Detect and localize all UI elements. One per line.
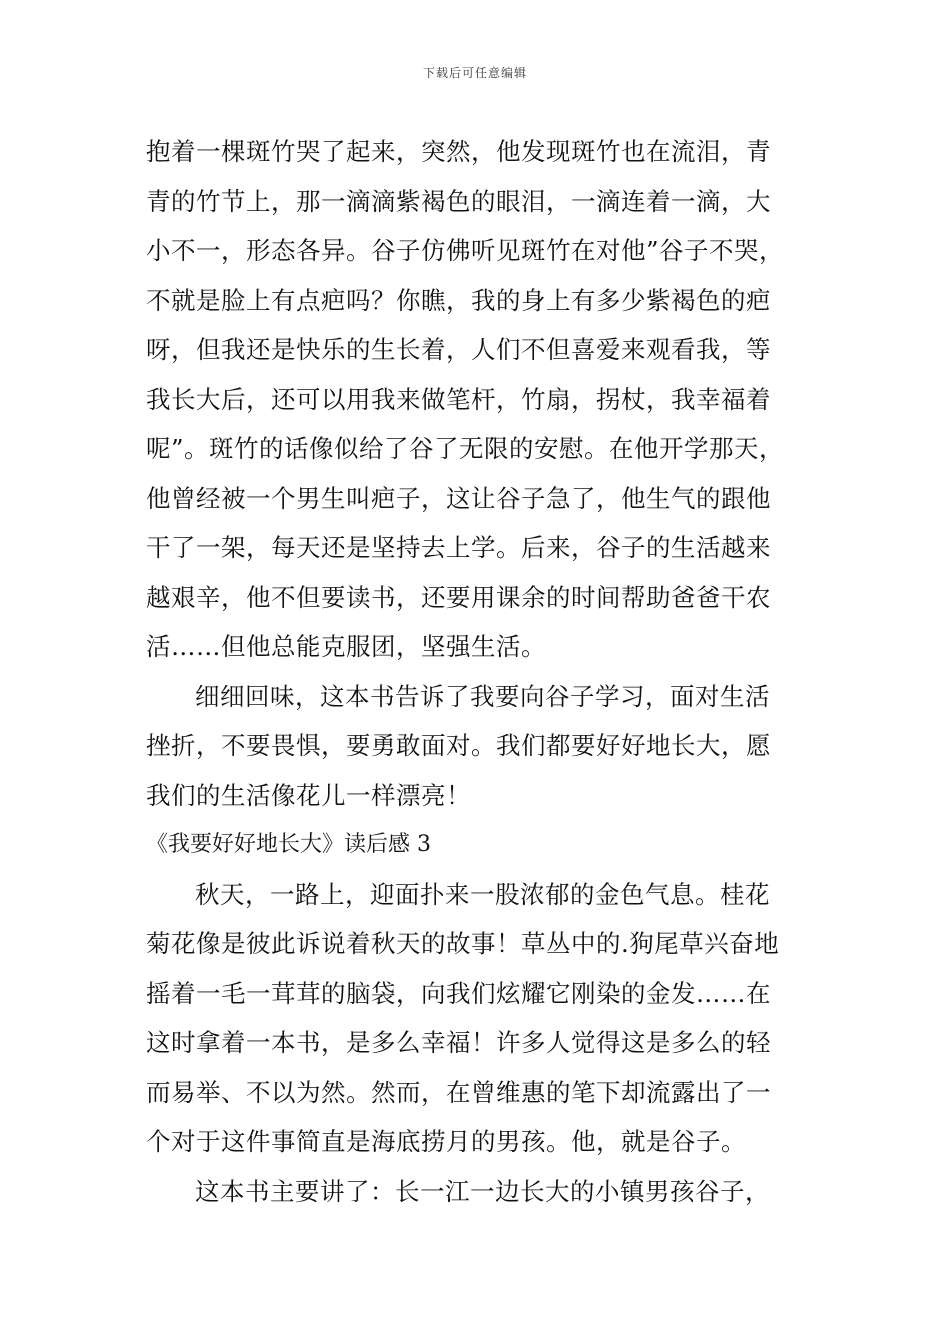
text-line: 青的竹节上，那一滴滴紫褐色的眼泪，一滴连着一滴，大 [146,186,771,216]
text-line: 这时拿着一本书，是多么幸福！许多人觉得这是多么的轻 [146,1028,771,1057]
section-title: 《我要好好地长大》读后感 3 [146,832,431,857]
text-line: 秋天，一路上，迎面扑来一股浓郁的金色气息。桂花 [195,879,770,909]
page-header-note: 下载后可任意编辑 [422,66,527,80]
text-line: 这本书主要讲了：长一江一边长大的小镇男孩谷子， [195,1176,770,1206]
paragraph-summary [146,1167,826,1217]
text-line: 而易举、不以为然。然而，在曾维惠的笔下却流露出了一 [146,1077,771,1107]
text-line: 我们的生活像花儿一样漂亮！ [146,780,471,810]
text-line: 小不一，形态各异。谷子仿佛听见斑竹在对他”谷子不哭， [146,236,785,265]
text-line: 干了一架，每天还是坚持去上学。后来，谷子的生活越来 [146,533,771,562]
text-line: 越艰辛，他不但要读书，还要用课余的时间帮助爸爸干农 [146,582,771,612]
text-line: 细细回味，这本书告诉了我要向谷子学习，面对生活 [195,681,770,711]
paragraph-autumn [146,870,826,1167]
text-line: 我长大后，还可以用我来做笔杆，竹扇，拐杖，我幸福着 [146,384,771,414]
text-line: 他曾经被一个男生叫疤子，这让谷子急了，他生气的跟他 [146,483,771,513]
text-line: 呢”。斑竹的话像似给了谷了无限的安慰。在他开学那天， [146,434,785,463]
text-line: 呀，但我还是快乐的生长着，人们不但喜爱来观看我，等 [146,335,771,364]
text-line: 抱着一棵斑竹哭了起来，突然，他发现斑竹也在流泪，青 [146,137,771,166]
document-body [146,127,826,1216]
text-line: 个对于这件事简直是海底捞月的男孩。他，就是谷子。 [146,1127,746,1156]
paragraph-continued [146,127,826,672]
paragraph-reflection [146,672,826,821]
text-line: 活……但他总能克服团，坚强生活。 [146,632,546,661]
text-line: 菊花像是彼此诉说着秋天的故事！草丛中的.狗尾草兴奋地 [146,929,780,958]
text-line: 不就是脸上有点疤吗？你瞧，我的身上有多少紫褐色的疤 [146,285,771,315]
text-line: 挫折，不要畏惧，要勇敢面对。我们都要好好地长大，愿 [146,731,771,760]
text-line: 摇着一毛一茸茸的脑袋，向我们炫耀它刚染的金发……在 [146,978,771,1008]
